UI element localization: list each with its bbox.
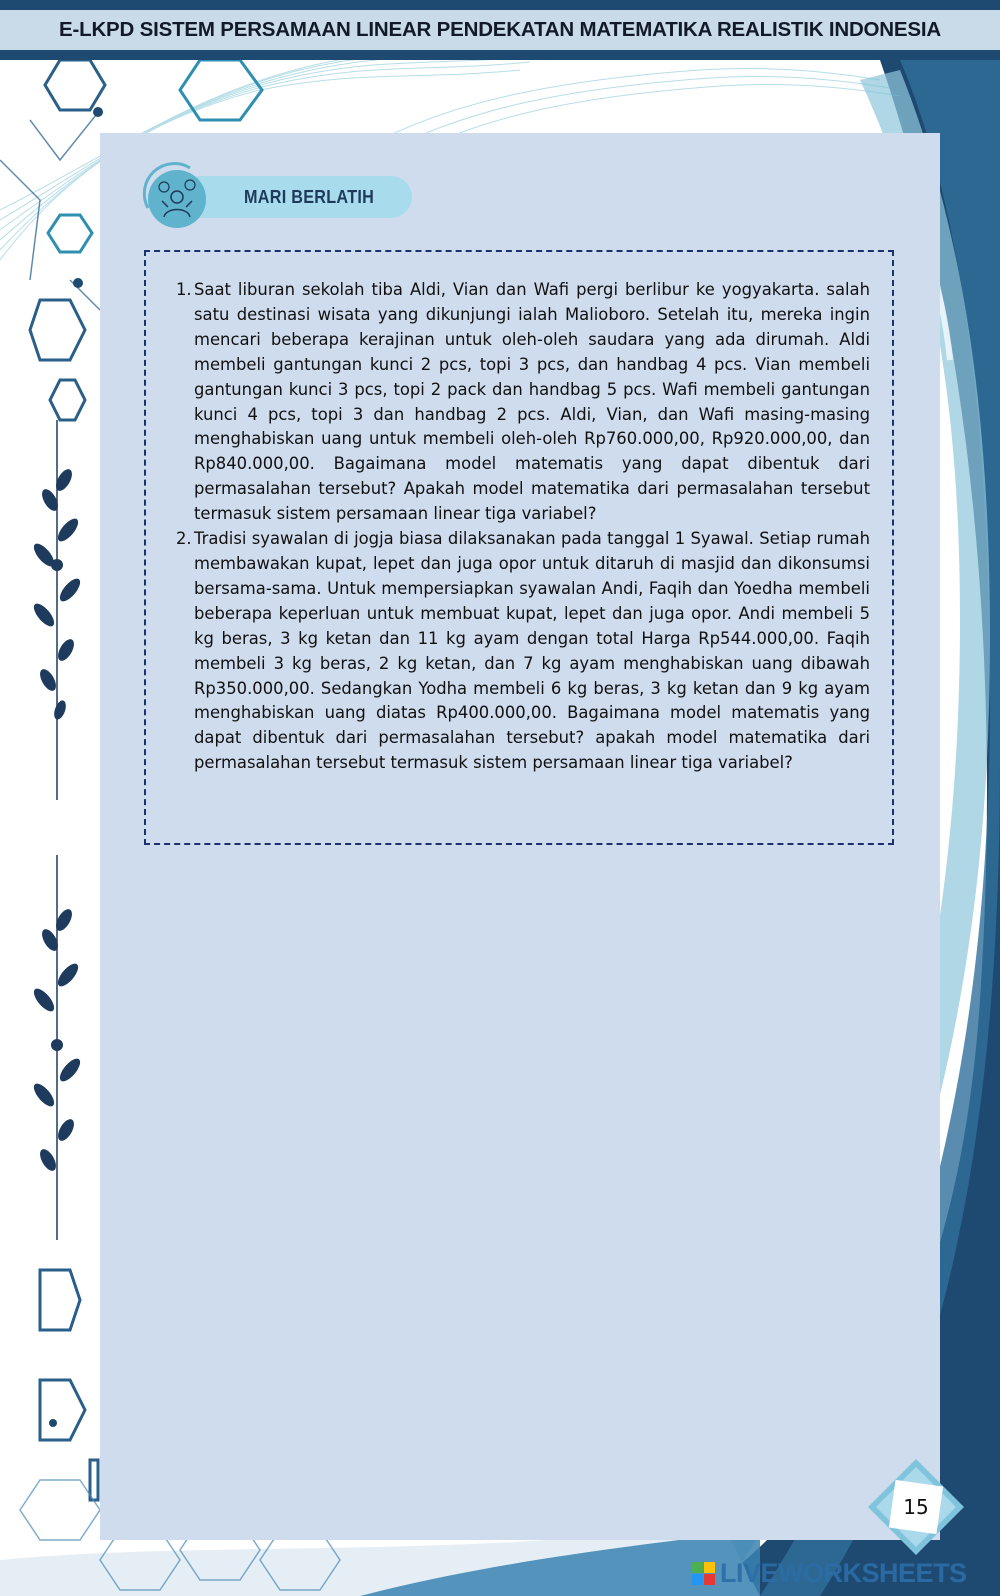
header-top-strip xyxy=(0,0,1000,10)
liveworksheets-icon xyxy=(692,1562,716,1586)
question-number: 2. xyxy=(176,529,192,549)
badge-label: MARI BERLATIH xyxy=(244,187,375,207)
question-text: Saat liburan sekolah tiba Aldi, Vian dan Wafi pergi berlibur ke yogyakarta. salah satu destinasi wisata yang dikunjungi ialah Malioboro. Setelah itu, mereka ingin mencari beberapa kerajinan untuk oleh-oleh saudara yang ada dirumah. Aldi membeli gantungan kunci 2 pcs, topi 3 pcs, dan handbag 4 pcs. Vian membeli gantungan kunci 3 pcs, topi 2 pack dan handbag 5 pcs. Wafi membeli gantungan kunci 4 pcs, topi 3 dan handbag 2 pcs. Aldi, Vian, dan Wafi masing-masing menghabiskan uang untuk membeli oleh-oleh Rp760.000,00, Rp920.000,00, dan Rp840.000,00. Bagaimana model matematis yang dapat dibentuk dari permasalahan tersebut? Apakah model matematika dari permasalahan tersebut termasuk sistem persamaan linear tiga variabel? xyxy=(194,280,870,524)
document-title: E-LKPD SISTEM PERSAMAAN LINEAR PENDEKATAN MATEMATIKA REALISTIK INDONESIA xyxy=(59,18,941,41)
question-list xyxy=(176,278,870,776)
question-item xyxy=(176,527,870,776)
page-number-badge xyxy=(866,1457,966,1557)
question-text: Tradisi syawalan di jogja biasa dilaksanakan pada tanggal 1 Syawal. Setiap rumah membawakan kupat, lepet dan juga opor untuk ditaruh di masjid dan dikonsumsi bersama-sama. Untuk mempersiapkan syawalan Andi, Faqih dan Yoedha membeli beberapa keperluan untuk membuat kupat, lepet dan juga opor. Andi membeli 5 kg beras, 3 kg ketan dan 11 kg ayam dengan total Harga Rp544.000,00. Faqih membeli 3 kg beras, 2 kg ketan, dan 7 kg ayam menghabiskan uang dibawah Rp350.000,00. Sedangkan Yodha membeli 6 kg beras, 3 kg ketan dan 9 kg ayam menghabiskan uang diatas Rp400.000,00. Bagaimana model matematis yang dapat dibentuk dari permasalahan tersebut? apakah model matematika dari permasalahan tersebut termasuk sistem persamaan linear tiga variabel? xyxy=(194,529,870,773)
page-number: 15 xyxy=(903,1495,929,1519)
watermark-text: LIVEWORKSHEETS xyxy=(720,1558,967,1588)
header-bar xyxy=(0,0,1000,60)
question-number: 1. xyxy=(176,280,192,299)
header-bottom-strip xyxy=(0,50,1000,60)
section-badge xyxy=(140,160,416,236)
thinking-person-icon xyxy=(154,177,200,221)
question-item xyxy=(176,278,870,527)
watermark-logo xyxy=(692,1558,992,1588)
